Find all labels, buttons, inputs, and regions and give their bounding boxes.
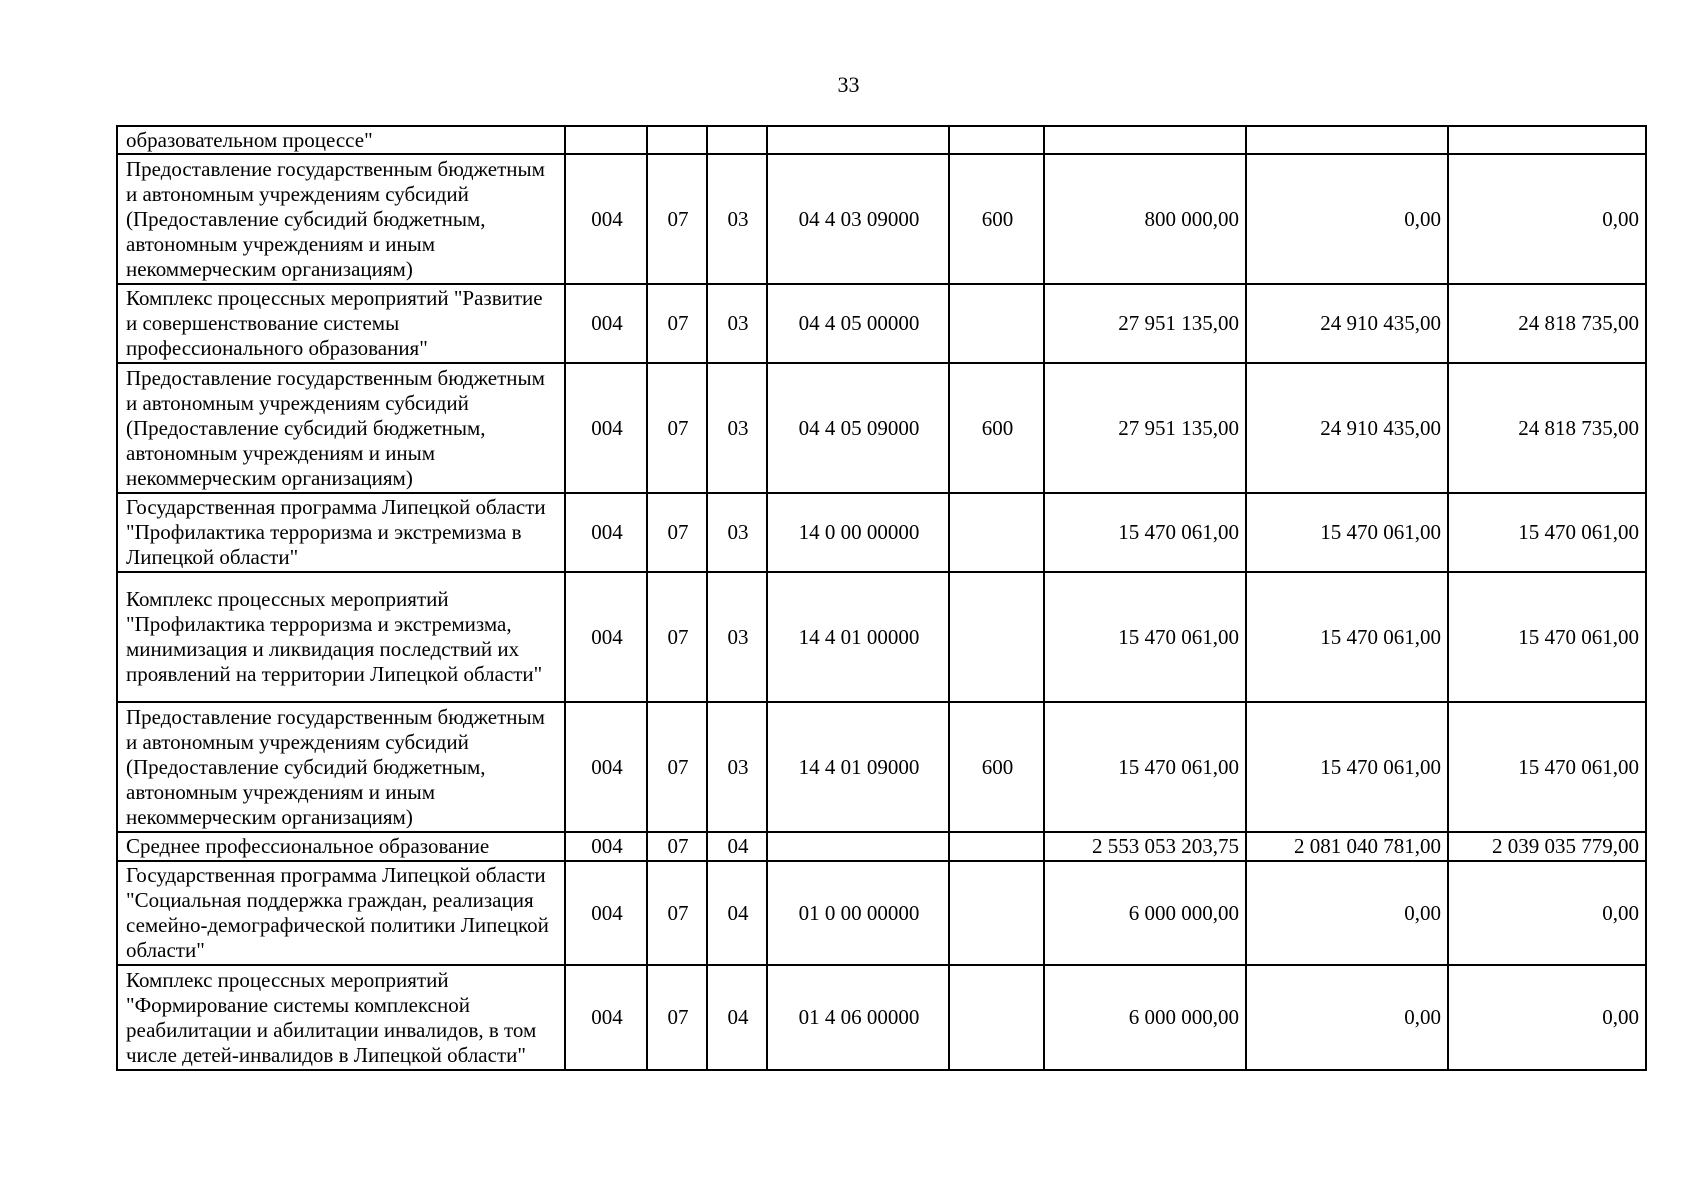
cell-rz: 07	[647, 154, 707, 284]
cell-name: Комплекс процессных мероприятий "Формирование системы комплексной реабилитации и абилитации инвалидов, в том числе детей-инвалидов в Липецкой области"	[117, 965, 565, 1070]
cell-csr	[767, 832, 949, 861]
cell-name: образовательном процессе"	[117, 126, 565, 154]
cell-gl: 004	[565, 702, 647, 832]
table-row	[117, 363, 1646, 493]
cell-rz: 07	[647, 363, 707, 493]
table-row	[117, 572, 1646, 702]
cell-sum-1: 15 470 061,00	[1044, 572, 1246, 702]
cell-name: Государственная программа Липецкой области "Профилактика терроризма и экстремизма в Липецкой области"	[117, 493, 565, 572]
cell-sum-2: 0,00	[1246, 154, 1448, 284]
cell-pr: 04	[707, 832, 767, 861]
cell-name: Предоставление государственным бюджетным и автономным учреждениям субсидий (Предоставление субсидий бюджетным, автономным учреждениям и иным некоммерческим организациям)	[117, 363, 565, 493]
cell-pr: 04	[707, 965, 767, 1070]
cell-vr	[949, 861, 1044, 965]
cell-csr: 04 4 05 00000	[767, 284, 949, 363]
cell-pr: 03	[707, 284, 767, 363]
cell-sum-1: 15 470 061,00	[1044, 702, 1246, 832]
cell-csr: 14 0 00 00000	[767, 493, 949, 572]
cell-vr	[949, 832, 1044, 861]
cell-gl: 004	[565, 965, 647, 1070]
table-row	[117, 126, 1646, 154]
cell-sum-3	[1448, 126, 1646, 154]
cell-vr	[949, 126, 1044, 154]
cell-rz: 07	[647, 965, 707, 1070]
cell-name: Предоставление государственным бюджетным и автономным учреждениям субсидий (Предоставление субсидий бюджетным, автономным учреждениям и иным некоммерческим организациям)	[117, 702, 565, 832]
cell-vr	[949, 965, 1044, 1070]
table-row	[117, 702, 1646, 832]
cell-pr: 03	[707, 572, 767, 702]
table-row	[117, 154, 1646, 284]
cell-vr	[949, 284, 1044, 363]
cell-name: Комплекс процессных мероприятий "Профилактика терроризма и экстремизма, минимизация и ликвидация последствий их проявлений на территории Липецкой области"	[117, 572, 565, 702]
cell-name: Среднее профессиональное образование	[117, 832, 565, 861]
table-row	[117, 284, 1646, 363]
cell-pr: 04	[707, 861, 767, 965]
cell-sum-3: 15 470 061,00	[1448, 493, 1646, 572]
cell-name: Предоставление государственным бюджетным и автономным учреждениям субсидий (Предоставление субсидий бюджетным, автономным учреждениям и иным некоммерческим организациям)	[117, 154, 565, 284]
table-row	[117, 861, 1646, 965]
cell-csr: 04 4 03 09000	[767, 154, 949, 284]
cell-sum-3: 0,00	[1448, 965, 1646, 1070]
cell-sum-2: 24 910 435,00	[1246, 284, 1448, 363]
cell-sum-3: 24 818 735,00	[1448, 363, 1646, 493]
cell-sum-1: 800 000,00	[1044, 154, 1246, 284]
cell-sum-2: 15 470 061,00	[1246, 702, 1448, 832]
cell-csr	[767, 126, 949, 154]
cell-sum-2: 15 470 061,00	[1246, 493, 1448, 572]
cell-vr	[949, 572, 1044, 702]
cell-sum-1: 6 000 000,00	[1044, 861, 1246, 965]
cell-vr	[949, 493, 1044, 572]
cell-rz: 07	[647, 572, 707, 702]
cell-sum-1: 15 470 061,00	[1044, 493, 1246, 572]
cell-rz	[647, 126, 707, 154]
cell-csr: 01 4 06 00000	[767, 965, 949, 1070]
cell-sum-3: 15 470 061,00	[1448, 702, 1646, 832]
cell-gl: 004	[565, 493, 647, 572]
cell-gl: 004	[565, 832, 647, 861]
cell-pr: 03	[707, 154, 767, 284]
cell-sum-3: 24 818 735,00	[1448, 284, 1646, 363]
cell-rz: 07	[647, 702, 707, 832]
cell-csr: 01 0 00 00000	[767, 861, 949, 965]
cell-vr: 600	[949, 154, 1044, 284]
cell-sum-1: 6 000 000,00	[1044, 965, 1246, 1070]
cell-sum-2: 2 081 040 781,00	[1246, 832, 1448, 861]
cell-sum-3: 15 470 061,00	[1448, 572, 1646, 702]
table-row	[117, 493, 1646, 572]
cell-rz: 07	[647, 832, 707, 861]
cell-sum-2: 0,00	[1246, 861, 1448, 965]
page-number: 33	[837, 72, 860, 97]
cell-sum-3: 0,00	[1448, 154, 1646, 284]
cell-sum-2	[1246, 126, 1448, 154]
cell-pr: 03	[707, 363, 767, 493]
table-body	[117, 126, 1646, 1070]
cell-pr: 03	[707, 702, 767, 832]
cell-rz: 07	[647, 861, 707, 965]
cell-sum-1	[1044, 126, 1246, 154]
cell-vr: 600	[949, 702, 1044, 832]
cell-gl: 004	[565, 861, 647, 965]
cell-vr: 600	[949, 363, 1044, 493]
cell-rz: 07	[647, 284, 707, 363]
cell-gl: 004	[565, 572, 647, 702]
cell-csr: 14 4 01 09000	[767, 702, 949, 832]
cell-pr	[707, 126, 767, 154]
cell-sum-2: 24 910 435,00	[1246, 363, 1448, 493]
cell-name: Государственная программа Липецкой области "Социальная поддержка граждан, реализация семейно-демографической политики Липецкой области"	[117, 861, 565, 965]
cell-csr: 14 4 01 00000	[767, 572, 949, 702]
cell-sum-1: 27 951 135,00	[1044, 284, 1246, 363]
cell-sum-1: 2 553 053 203,75	[1044, 832, 1246, 861]
cell-gl: 004	[565, 154, 647, 284]
cell-csr: 04 4 05 09000	[767, 363, 949, 493]
cell-sum-1: 27 951 135,00	[1044, 363, 1246, 493]
table-row	[117, 832, 1646, 861]
cell-pr: 03	[707, 493, 767, 572]
cell-gl	[565, 126, 647, 154]
cell-sum-3: 2 039 035 779,00	[1448, 832, 1646, 861]
cell-sum-2: 15 470 061,00	[1246, 572, 1448, 702]
cell-name: Комплекс процессных мероприятий "Развитие и совершенствование системы профессионального образования"	[117, 284, 565, 363]
cell-sum-3: 0,00	[1448, 861, 1646, 965]
cell-gl: 004	[565, 284, 647, 363]
budget-table	[116, 125, 1647, 1071]
cell-rz: 07	[647, 493, 707, 572]
cell-sum-2: 0,00	[1246, 965, 1448, 1070]
cell-gl: 004	[565, 363, 647, 493]
table-row	[117, 965, 1646, 1070]
